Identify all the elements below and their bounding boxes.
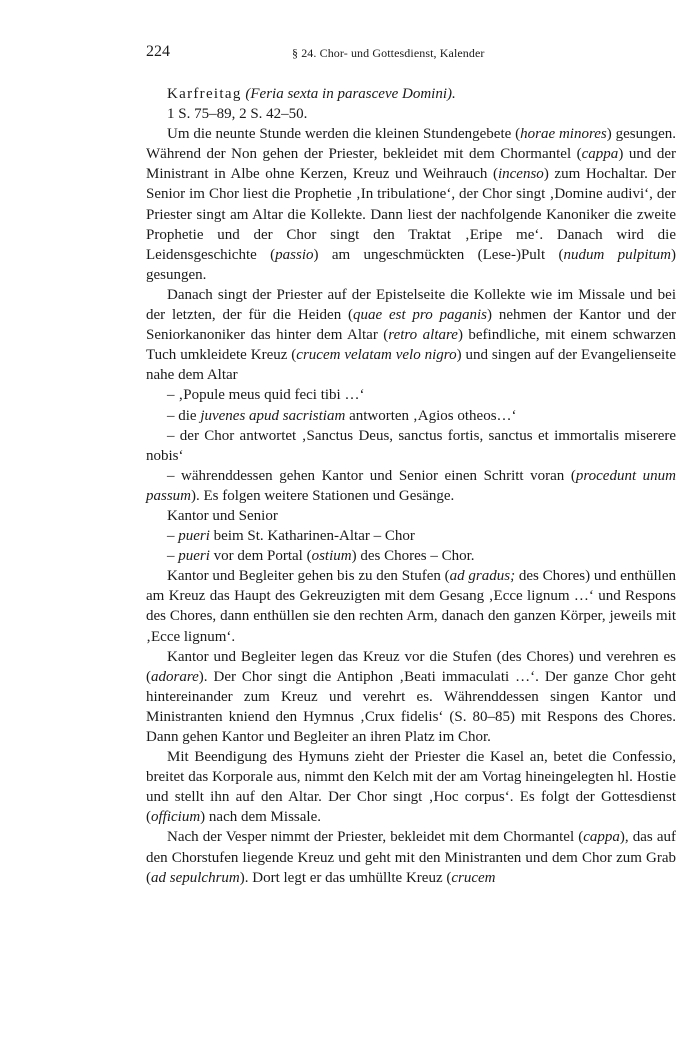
paragraph-4: Kantor und Begleiter legen das Kreuz vor die Stufen (des Chores) und verehren es (adorare). Der Chor singt die Antiphon ‚Beati immaculati …‘. Der ganze Chor geht hintereinander zum Kreuz und verehrt es. Währenddessen singen Kantor und Ministranten kniend den Hymnus ‚Crux fidelis‘ (S. 80–85) mit Respons des Chores. Dann gehen Kantor und Begleiter an ihren Platz im Chor. (146, 648, 676, 745)
paragraph-5: Mit Beendigung des Hymuns zieht der Priester die Kasel an, betet die Confessio, breitet das Korporale aus, nimmt den Kelch mit der am Vortag hineingelegten hl. Hostie und stellt ihn auf den Altar. Der Chor singt ‚Hoc corpus‘. Es folgt der Gottesdienst (officium) nach dem Missale. (146, 749, 676, 826)
paragraph-6: Nach der Vesper nimmt der Priester, bekleidet mit dem Chormantel (cappa), das auf den Chorstufen liegende Kreuz und geht mit den Ministranten und dem Chor zum Grab (ad sepulchrum). Dort legt er das umhüllte Kreuz (crucem (146, 829, 676, 886)
section-heading (146, 84, 676, 104)
heading-label: Karfreitag (167, 86, 242, 102)
paragraph-1: Um die neunte Stunde werden die kleinen Stundengebete (horae minores) gesungen. Während der Non gehen der Priester, bekleidet mit dem Chormantel (cappa) und der Ministrant in Albe ohne Kerzen, Kreuz und Weihrauch (incenso) zum Hochaltar. Der Senior im Chor liest die Prophetie ‚In tribulatione‘, der Chor singt ‚Domine audivi‘, der Priester singt am Altar die Kollekte. Dann liest der nachfolgende Kanoniker die zweite Prophetie und der Chor singt den Traktat ‚Eripe me‘. Danach wird die Leidensgeschichte (passio) am ungeschmückten (Lese-)Pult (nudum pulpitum) gesungen. (146, 126, 677, 283)
page-header (146, 43, 676, 63)
list-item-2: – die juvenes apud sacristiam antworten ‚Agios otheos…‘ (167, 407, 517, 424)
paragraph-2: Danach singt der Priester auf der Epistelseite die Kollekte wie im Missale und bei der letzten, der für die Heiden (quae est pro paganis) nehmen der Kantor und der Seniorkanoniker das hinter dem Altar (retro altare) befindliche, mit einem schwarzen Tuch umkleidete Kreuz (crucem velatam velo nigro) und singen auf der Evangelienseite nahe dem Altar (146, 286, 677, 384)
page-body (146, 84, 676, 888)
running-title: § 24. Chor- und Gottesdienst, Kalender (292, 46, 485, 60)
list-item-5: – pueri beim St. Katharinen-Altar – Chor (167, 528, 415, 545)
list-subheading: Kantor und Senior (167, 507, 278, 524)
list-item-4: – währenddessen gehen Kantor und Senior einen Schritt voran (procedunt unum passum). Es folgen weitere Stationen und Gesänge. (146, 467, 676, 504)
list-item-1: – ‚Popule meus quid feci tibi …‘ (167, 387, 365, 404)
heading-latin: (Feria sexta in parasceve Domini). (245, 86, 456, 102)
paragraph-3: Kantor und Begleiter gehen bis zu den Stufen (ad gradus; des Chores) und enthüllen am Kreuz das Haupt des Gekreuzigten mit dem Gesang ‚Ecce lignum …‘ und Respons des Chores, dann enthüllen sie den rechten Arm, danach den ganzen Körper, jeweils mit ‚Ecce lignum‘. (146, 568, 677, 645)
page-number: 224 (146, 43, 170, 60)
list-item-6: – pueri vor dem Portal (ostium) des Chores – Chor. (167, 548, 475, 565)
list-item-3: – der Chor antwortet ‚Sanctus Deus, sanctus fortis, sanctus et immortalis miserere nobis‘ (146, 427, 676, 464)
source-reference: 1 S. 75–89, 2 S. 42–50. (167, 106, 308, 123)
